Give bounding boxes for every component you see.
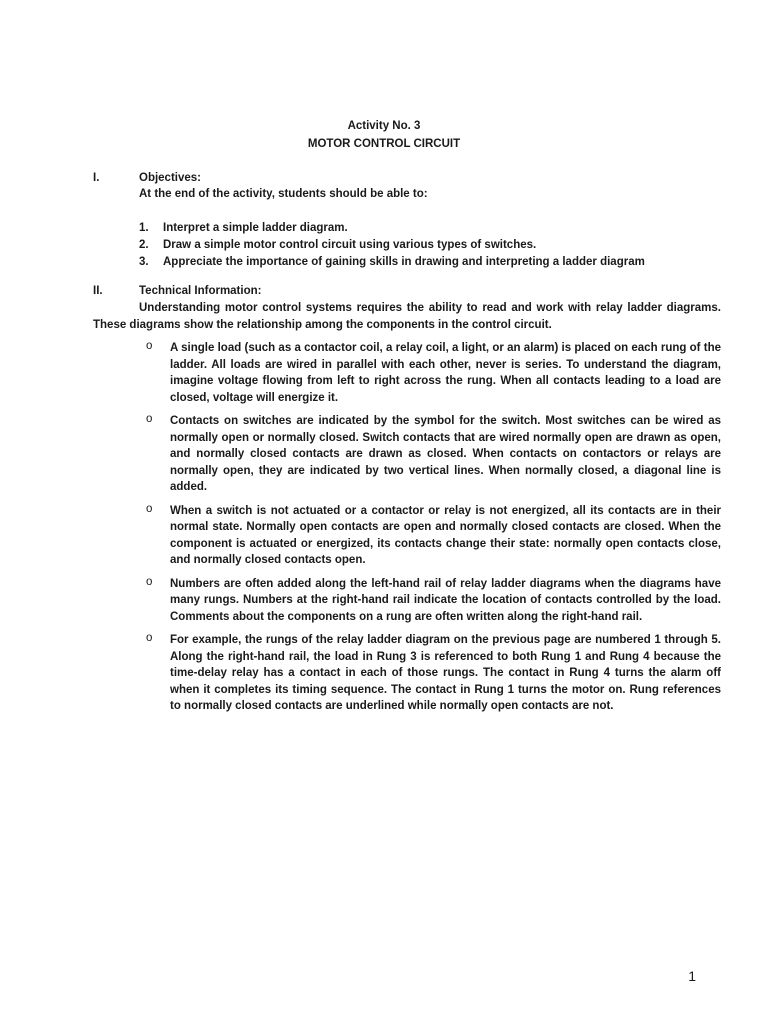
section-heading: Objectives:	[139, 172, 201, 184]
list-item	[146, 413, 721, 496]
bullet-marker: o	[146, 413, 153, 425]
list-item	[146, 340, 721, 406]
bullet-marker: o	[146, 502, 153, 515]
list-item	[139, 237, 719, 254]
list-item	[146, 503, 721, 569]
bullet-text: Contacts on switches are indicated by the symbol for the switch. Most switches can be wired as normally open or normally closed. Switch contacts that are wired normally open are drawn as open, and normally closed contacts are drawn as closed. When contacts on contactors or relays are normally open, they are indicated by two vertical lines. When normally closed, a diagonal line is added.	[170, 415, 721, 493]
list-item	[146, 576, 721, 626]
list-item-number: 2.	[139, 239, 149, 251]
list-item	[146, 632, 721, 715]
technical-paragraph	[93, 300, 721, 334]
list-item-text: Draw a simple motor control circuit using various types of switches.	[163, 239, 537, 251]
document-title: MOTOR CONTROL CIRCUIT	[307, 138, 461, 150]
bullet-marker: o	[146, 632, 153, 644]
paragraph-text: Understanding motor control systems requires the ability to read and work with relay ladder diagrams. These diagrams show the relationship among the components in the control circuit.	[93, 302, 721, 331]
section-number: I.	[93, 172, 100, 184]
activity-number: Activity No. 3	[347, 120, 421, 132]
bullet-marker: o	[146, 575, 153, 588]
bullet-text: A single load (such as a contactor coil, a relay coil, a light, or an alarm) is placed on each rung of the ladder. All loads are wired in parallel with each other, never is series. To understand the diagram, imagine voltage flowing from left to right across the rung. When all contacts leading to a load are closed, voltage will energize it.	[170, 342, 721, 404]
bullet-text: When a switch is not actuated or a contactor or relay is not energized, all its contacts are in their normal state. Normally open contacts are open and normally closed contacts are closed. When the component is actuated or energized, its contacts change their state: normally open contacts close, and normally closed contacts open.	[170, 504, 721, 566]
bullet-text: Numbers are often added along the left-hand rail of relay ladder diagrams when the diagrams have many rungs. Numbers at the right-hand rail indicate the location of contacts controlled by the load. Comments about the components on a rung are often written along the right-hand rail.	[170, 577, 721, 623]
list-item-number: 1.	[139, 222, 149, 234]
objectives-intro: At the end of the activity, students should be able to:	[139, 188, 428, 200]
bullet-marker: o	[146, 340, 153, 352]
list-item	[139, 220, 719, 237]
bullet-text: For example, the rungs of the relay ladder diagram on the previous page are numbered 1 through 5. Along the right-hand rail, the load in Rung 3 is referenced to both Rung 1 and Rung 4 because the time-delay relay has a contact in each of those rungs. The contact in Rung 4 turns the alarm off when it completes its timing sequence. The contact in Rung 1 turns the motor on. Rung references to normally closed contacts are underlined while normally open contacts are not.	[170, 634, 721, 712]
list-item-text: Interpret a simple ladder diagram.	[163, 222, 348, 234]
section-heading: Technical Information:	[139, 285, 262, 297]
bullet-list	[146, 340, 721, 722]
objectives-list	[139, 220, 719, 271]
page-number: 1	[688, 968, 696, 984]
list-item-text: Appreciate the importance of gaining skills in drawing and interpreting a ladder diagram	[163, 256, 645, 268]
section-number: II.	[93, 285, 103, 297]
list-item	[139, 254, 719, 271]
list-item-number: 3.	[139, 256, 149, 268]
